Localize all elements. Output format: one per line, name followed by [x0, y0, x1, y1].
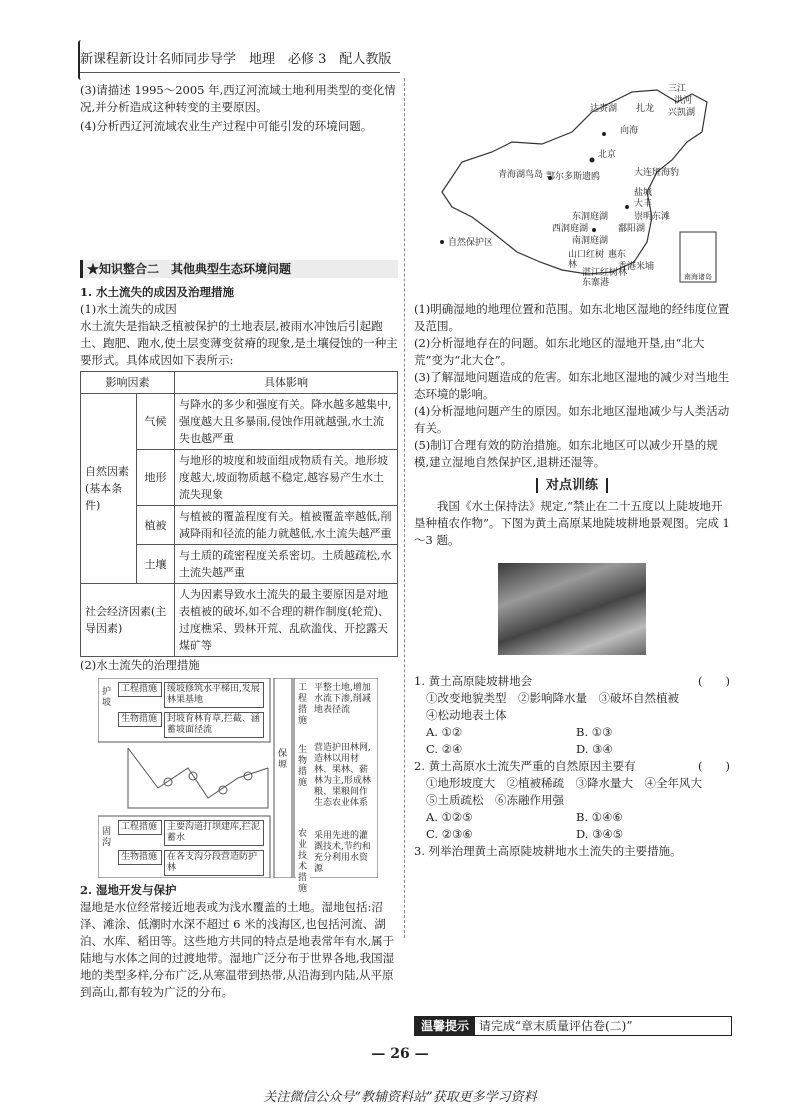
- map-label: 大连斑海豹: [634, 168, 680, 178]
- choice-a[interactable]: A. ①②: [426, 725, 463, 739]
- step-4: (4)分析湿地问题产生的原因。如东北地区湿地减少与人类活动有关。: [414, 404, 730, 435]
- map-label: 香港米埔: [618, 262, 655, 272]
- engineering-text-1: 缓坡修筑水平梯田,发展林果基地: [164, 682, 264, 708]
- right-text-2: 营造护田林网,造林以用材林、果林、薪林为主,形成林粮、果粮间作生态农业体系: [312, 742, 376, 810]
- answer-bracket[interactable]: ( ): [698, 759, 730, 773]
- q1-choices: [426, 741, 730, 758]
- factor-effect: 与土质的疏密程度关系密切。土质越疏松,水土流失越严重: [175, 545, 398, 584]
- map-label: 向海: [620, 126, 639, 136]
- engineering-text-2: 主要沟道打坝建库,拦泥蓄水: [164, 820, 264, 846]
- biological-text-1: 封坡育林育草,拦截、涵蓄坡面径流: [164, 712, 264, 738]
- social-factors-cell: 社会经济因素(主导因素): [81, 584, 175, 657]
- map-label: 鄱阳湖: [618, 224, 646, 234]
- question-1: [414, 673, 730, 690]
- map-label: 湛江红树林: [582, 268, 628, 278]
- question-3: (3)请描述 1995～2005 年,西辽河流域土地利用类型的变化情况,并分析造成这种转变的主要原因。: [80, 83, 396, 114]
- footer-note: 关注微信公众号“教辅资料站”获取更多学习资料: [263, 1090, 537, 1105]
- map-label: 山口红树林: [568, 250, 605, 270]
- right-column: [414, 82, 730, 860]
- drill-title-text: 对点训练: [536, 478, 608, 493]
- left-column-body: [80, 284, 398, 1003]
- step-5: (5)制订合理有效的防治措施。如东北地区可以减少开垦的规模,建立湿地自然保护区,退耕还湿等。: [414, 438, 718, 469]
- tip-label: 温馨提示: [415, 1017, 475, 1035]
- engineering-label-1: 工程措施: [118, 682, 162, 697]
- map-label: 南洞庭湖: [572, 236, 609, 246]
- social-effect: 人为因素导致水土流失的最主要原因是对地表植被的破坏,如不合理的耕作制度(轮荒)、过度樵采、毁林开荒、乱砍滥伐、开挖露天煤矿等: [175, 584, 398, 657]
- wetland-paragraph: 湿地是水位经常接近地表或为浅水覆盖的土地。湿地包括:沼泽、滩涂、低潮时水深不超过 6 米的浅海区,也包括河流、湖泊、水库、稻田等。这些地方共同的特点是地表常年有水,属于陆地与水体之间的过渡地带。湿地广泛分布于世界各地,我国湿地的类型多样,分布广泛,从寒温带到热带,从沿海到内陆,从平原到高山,都有较为广泛的分布。: [80, 900, 395, 999]
- map-label: 东寨港: [582, 278, 610, 288]
- factor-name: 气候: [137, 394, 175, 450]
- choice-d[interactable]: D. ③④: [576, 742, 613, 756]
- q2-options: [414, 775, 730, 843]
- factor-effect: 与降水的多少和强度有关。降水越多越集中,强度越大且多暴雨,侵蚀作用就越强,水土流失也越严重: [175, 394, 398, 450]
- engineering-label-2: 工程措施: [118, 820, 162, 835]
- q2-option-line: ①地形坡度大 ②植被稀疏 ③降水量大 ④全年风大: [426, 776, 702, 790]
- factor-name: 地形: [137, 450, 175, 506]
- drill-title: [414, 477, 730, 494]
- soil-erosion-causes-subtitle: (1)水土流失的成因: [80, 302, 177, 316]
- factor-name: 土壤: [137, 545, 175, 584]
- right-text-3: 采用先进的灌溉技术,节约和充分利用水资源: [312, 830, 376, 876]
- step-3: (3)了解湿地问题造成的危害。如东北地区湿地的减少对当地生态环境的影响。: [414, 370, 730, 401]
- tip-box: [414, 1016, 732, 1036]
- map-label: 大丰: [634, 199, 653, 209]
- map-label: 西洞庭湖: [552, 224, 589, 234]
- page-header: 新课程新设计名师同步导学 地理 必修 3 配人教版: [80, 52, 392, 67]
- drill-intro: 我国《水土保持法》规定,“禁止在二十五度以上陡坡地开垦种植农作物”。下图为黄土高原某地陡坡耕地景观图。完成 1～3 题。: [414, 499, 730, 547]
- answer-bracket[interactable]: ( ): [698, 674, 730, 688]
- question-2: [414, 758, 730, 775]
- biological-label-2: 生物措施: [118, 850, 162, 865]
- right-label-3: 农业技术措施: [296, 828, 310, 896]
- choice-c[interactable]: C. ②③⑥: [426, 827, 473, 841]
- choice-d[interactable]: D. ③④⑤: [576, 827, 624, 841]
- choice-b[interactable]: B. ①④⑥: [576, 810, 623, 824]
- choice-c[interactable]: C. ②④: [426, 742, 463, 756]
- factor-name: 植被: [137, 506, 175, 545]
- step-2: (2)分析湿地存在的问题。如东北地区的湿地开垦,由“北大荒”变为“北大仓”。: [414, 336, 705, 367]
- map-label: 扎龙: [636, 104, 655, 114]
- column-divider: [404, 78, 405, 938]
- table-header-factor: 影响因素: [81, 372, 175, 394]
- hupo-label: 护坡: [100, 686, 114, 736]
- section-title: ★知识整合二 其他典型生态环境问题: [80, 260, 398, 278]
- page-number: — 26 —: [371, 1046, 429, 1062]
- map-inset-label: 南海诸岛: [684, 273, 712, 281]
- tip-text: 请完成“章末质量评估卷(二)”: [478, 1019, 633, 1033]
- left-column: [80, 82, 398, 137]
- choice-b[interactable]: B. ①③: [576, 725, 613, 739]
- natural-factors-cell: 自然因素(基本条件): [81, 394, 137, 584]
- map-label: 三江: [668, 84, 687, 94]
- map-label: 盐城: [634, 188, 653, 198]
- q1-choices: [426, 724, 730, 741]
- loess-slope-photo: [498, 563, 646, 655]
- map-label: 青海湖鸟岛: [498, 170, 544, 180]
- q1-option-line: ④松动地表土体: [426, 708, 507, 722]
- table-row: [81, 584, 398, 657]
- header-rule: [80, 72, 400, 73]
- biological-text-2: 在各支沟分段营造防护林: [164, 850, 264, 876]
- question-1-stem: 1. 黄土高原陡坡耕地会: [414, 674, 533, 688]
- gugou-label: 固沟: [100, 826, 114, 870]
- soil-erosion-title: 1. 水土流失的成因及治理措施: [80, 285, 235, 299]
- baoyuan-label: 保塬: [276, 748, 290, 772]
- wetland-map: [422, 82, 722, 287]
- soil-erosion-measures-subtitle: (2)水土流失的治理措施: [80, 658, 200, 672]
- factor-effect: 与地形的坡度和坡面组成物质有关。地形坡度越大,坡面物质越不稳定,越容易产生水土流失现象: [175, 450, 398, 506]
- map-label: 达赉湖: [590, 104, 618, 114]
- biological-label-1: 生物措施: [118, 712, 162, 727]
- factors-table: [80, 371, 398, 657]
- factor-effect: 与植被的覆盖程度有关。植被覆盖率越低,削减降雨和径流的能力就越低,水土流失越严重: [175, 506, 398, 545]
- table-row: [81, 394, 398, 450]
- q2-option-line: ⑤土质疏松 ⑥冻融作用强: [426, 793, 564, 807]
- map-label: 东洞庭湖: [572, 212, 609, 222]
- map-label: 洪河: [674, 96, 693, 106]
- question-2-stem: 2. 黄土高原水土流失严重的自然原因主要有: [414, 759, 636, 773]
- right-label-1: 工程措施: [296, 682, 310, 728]
- step-1: (1)明确湿地的地理位置和范围。如东北地区湿地的经纬度位置及范围。: [414, 302, 730, 333]
- q1-options: [414, 690, 730, 758]
- table-header-effect: 具体影响: [175, 372, 398, 394]
- q2-choices: [426, 826, 730, 843]
- map-label: 北京: [598, 150, 617, 160]
- map-label: 崇明东滩: [634, 212, 671, 222]
- wetland-steps: [414, 301, 730, 471]
- q2-choices: [426, 809, 730, 826]
- wetland-title: 2. 湿地开发与保护: [80, 883, 177, 897]
- soil-erosion-paragraph: 水土流失是指缺乏植被保护的土地表层,被雨水冲蚀后引起跑土、跑肥、跑水,使土层变薄变贫瘠的现象,是土壤侵蚀的一种主要形式。具体成因如下表所示:: [80, 319, 398, 367]
- right-text-1: 平整土地,增加水流下渗,削减地表径流: [312, 682, 376, 717]
- right-label-2: 生物措施: [296, 744, 310, 790]
- map-label: 鄂尔多斯遗鸥: [546, 172, 601, 182]
- map-legend: 自然保护区: [448, 238, 494, 248]
- question-3-right: 3. 列举治理黄土高原陡坡耕地水土流失的主要措施。: [414, 844, 682, 858]
- q1-option-line: ①改变地貌类型 ②影响降水量 ③破坏自然植被: [426, 691, 679, 705]
- question-4: (4)分析西辽河流域农业生产过程中可能引发的环境问题。: [80, 119, 373, 133]
- choice-a[interactable]: A. ①②⑤: [426, 810, 473, 824]
- map-label: 兴凯湖: [668, 108, 696, 118]
- map-label: 惠东: [608, 250, 627, 260]
